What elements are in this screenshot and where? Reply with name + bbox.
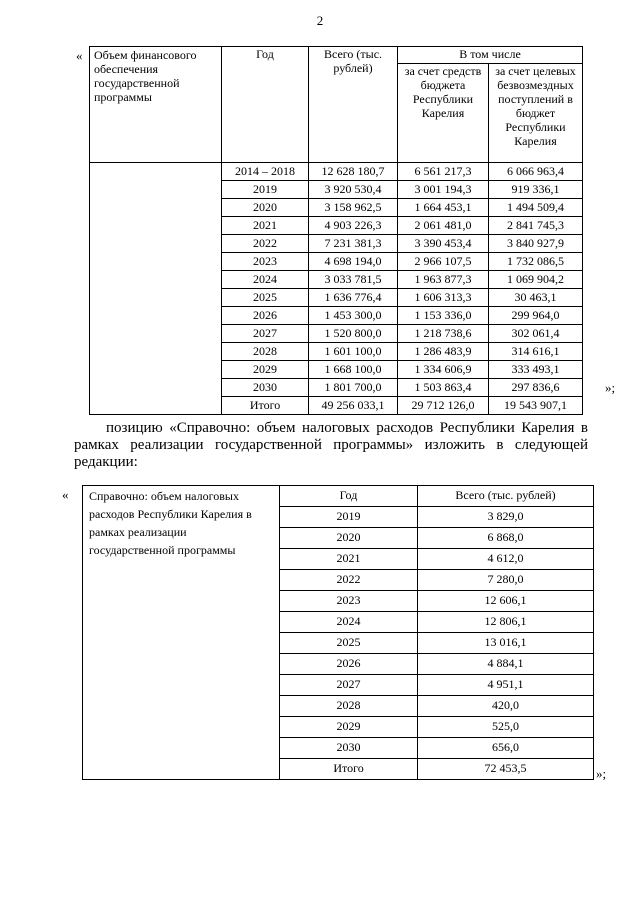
grants-cell: 30 463,1 [489,289,583,307]
grants-cell: 302 061,4 [489,325,583,343]
grants-cell: 297 836,6 [489,379,583,397]
budget-cell: 2 061 481,0 [398,217,489,235]
grants-cell: 333 493,1 [489,361,583,379]
year-cell: 2028 [280,696,418,717]
year-cell: 2028 [222,343,309,361]
total-header-2: Всего (тыс. рублей) [418,486,594,507]
total-cell: 3 033 781,5 [309,271,398,289]
grants-cell: 3 840 927,9 [489,235,583,253]
paragraph-text: позицию «Справочно: объем налоговых расходов Республики Карелия в рамках реализации государственной программы» изложить в следующей редакции: [74,420,588,470]
year-cell: 2030 [222,379,309,397]
year-cell: 2019 [280,507,418,528]
group-header: В том числе [398,47,583,64]
total-cell: 3 158 962,5 [309,199,398,217]
total-cell: 7 280,0 [418,570,594,591]
total-cell: 12 628 180,7 [309,163,398,181]
year-header-2: Год [280,486,418,507]
total-cell: 13 016,1 [418,633,594,654]
year-cell: 2029 [222,361,309,379]
total-header: Всего (тыс. рублей) [309,47,398,163]
total-cell: 1 453 300,0 [309,307,398,325]
grants-cell: 1 069 904,2 [489,271,583,289]
tax-header-label: Справочно: объем налоговых расходов Республики Карелия в рамках реализации государственной программы [83,486,280,780]
quote-open-1: « [76,48,83,63]
total-cell: 525,0 [418,717,594,738]
year-cell: 2020 [280,528,418,549]
page-number: 2 [316,13,324,28]
year-header: Год [222,47,309,163]
total-cell: 420,0 [418,696,594,717]
year-cell: 2025 [280,633,418,654]
total-cell: 4 884,1 [418,654,594,675]
budget-cell: 1 963 877,3 [398,271,489,289]
year-cell: 2022 [222,235,309,253]
year-cell: 2030 [280,738,418,759]
budget-cell: 29 712 126,0 [398,397,489,415]
year-cell: 2027 [222,325,309,343]
budget-cell: 2 966 107,5 [398,253,489,271]
year-cell: 2025 [222,289,309,307]
year-cell: 2029 [280,717,418,738]
grants-cell: 299 964,0 [489,307,583,325]
grants-cell: 19 543 907,1 [489,397,583,415]
budget-header: за счет средств бюджета Республики Карелия [398,64,489,163]
total-cell: 49 256 033,1 [309,397,398,415]
budget-cell: 1 606 313,3 [398,289,489,307]
grants-cell: 314 616,1 [489,343,583,361]
year-cell: 2024 [222,271,309,289]
budget-cell: 1 153 336,0 [398,307,489,325]
total-cell: 4 903 226,3 [309,217,398,235]
grants-header: за счет целевых безвозмездных поступлений в бюджет Республики Карелия [489,64,583,163]
budget-cell: 1 334 606,9 [398,361,489,379]
total-cell: 1 636 776,4 [309,289,398,307]
year-cell: 2021 [280,549,418,570]
total-cell: 7 231 381,3 [309,235,398,253]
quote-open-2: « [62,487,69,502]
year-cell: 2023 [222,253,309,271]
quote-close-1: »; [605,380,616,395]
financing-table [89,46,583,415]
total-cell: 1 520 800,0 [309,325,398,343]
year-cell: Итого [222,397,309,415]
year-cell: 2020 [222,199,309,217]
table-row [90,163,583,181]
tax-expenditure-table [82,485,594,780]
financing-header-label: Объем финансового обеспечения государственной программы [90,47,222,163]
total-cell: 1 801 700,0 [309,379,398,397]
total-cell: 1 668 100,0 [309,361,398,379]
year-cell: 2026 [280,654,418,675]
grants-cell: 1 732 086,5 [489,253,583,271]
budget-cell: 6 561 217,3 [398,163,489,181]
budget-cell: 3 390 453,4 [398,235,489,253]
total-cell: 4 698 194,0 [309,253,398,271]
budget-cell: 1 664 453,1 [398,199,489,217]
year-cell: 2022 [280,570,418,591]
grants-cell: 1 494 509,4 [489,199,583,217]
total-cell: 1 601 100,0 [309,343,398,361]
total-cell: 72 453,5 [418,759,594,780]
budget-cell: 1 503 863,4 [398,379,489,397]
total-cell: 12 606,1 [418,591,594,612]
year-cell: 2024 [280,612,418,633]
budget-cell: 1 218 738,6 [398,325,489,343]
year-cell: Итого [280,759,418,780]
blank-cell [90,163,222,415]
total-cell: 3 920 530,4 [309,181,398,199]
budget-cell: 3 001 194,3 [398,181,489,199]
year-cell: 2014 – 2018 [222,163,309,181]
total-cell: 4 951,1 [418,675,594,696]
total-cell: 4 612,0 [418,549,594,570]
quote-close-2: »; [596,766,607,781]
grants-cell: 2 841 745,3 [489,217,583,235]
year-cell: 2027 [280,675,418,696]
grants-cell: 6 066 963,4 [489,163,583,181]
instruction-paragraph [74,420,588,471]
total-cell: 3 829,0 [418,507,594,528]
total-cell: 656,0 [418,738,594,759]
total-cell: 6 868,0 [418,528,594,549]
grants-cell: 919 336,1 [489,181,583,199]
year-cell: 2026 [222,307,309,325]
budget-cell: 1 286 483,9 [398,343,489,361]
year-cell: 2023 [280,591,418,612]
total-cell: 12 806,1 [418,612,594,633]
year-cell: 2019 [222,181,309,199]
year-cell: 2021 [222,217,309,235]
